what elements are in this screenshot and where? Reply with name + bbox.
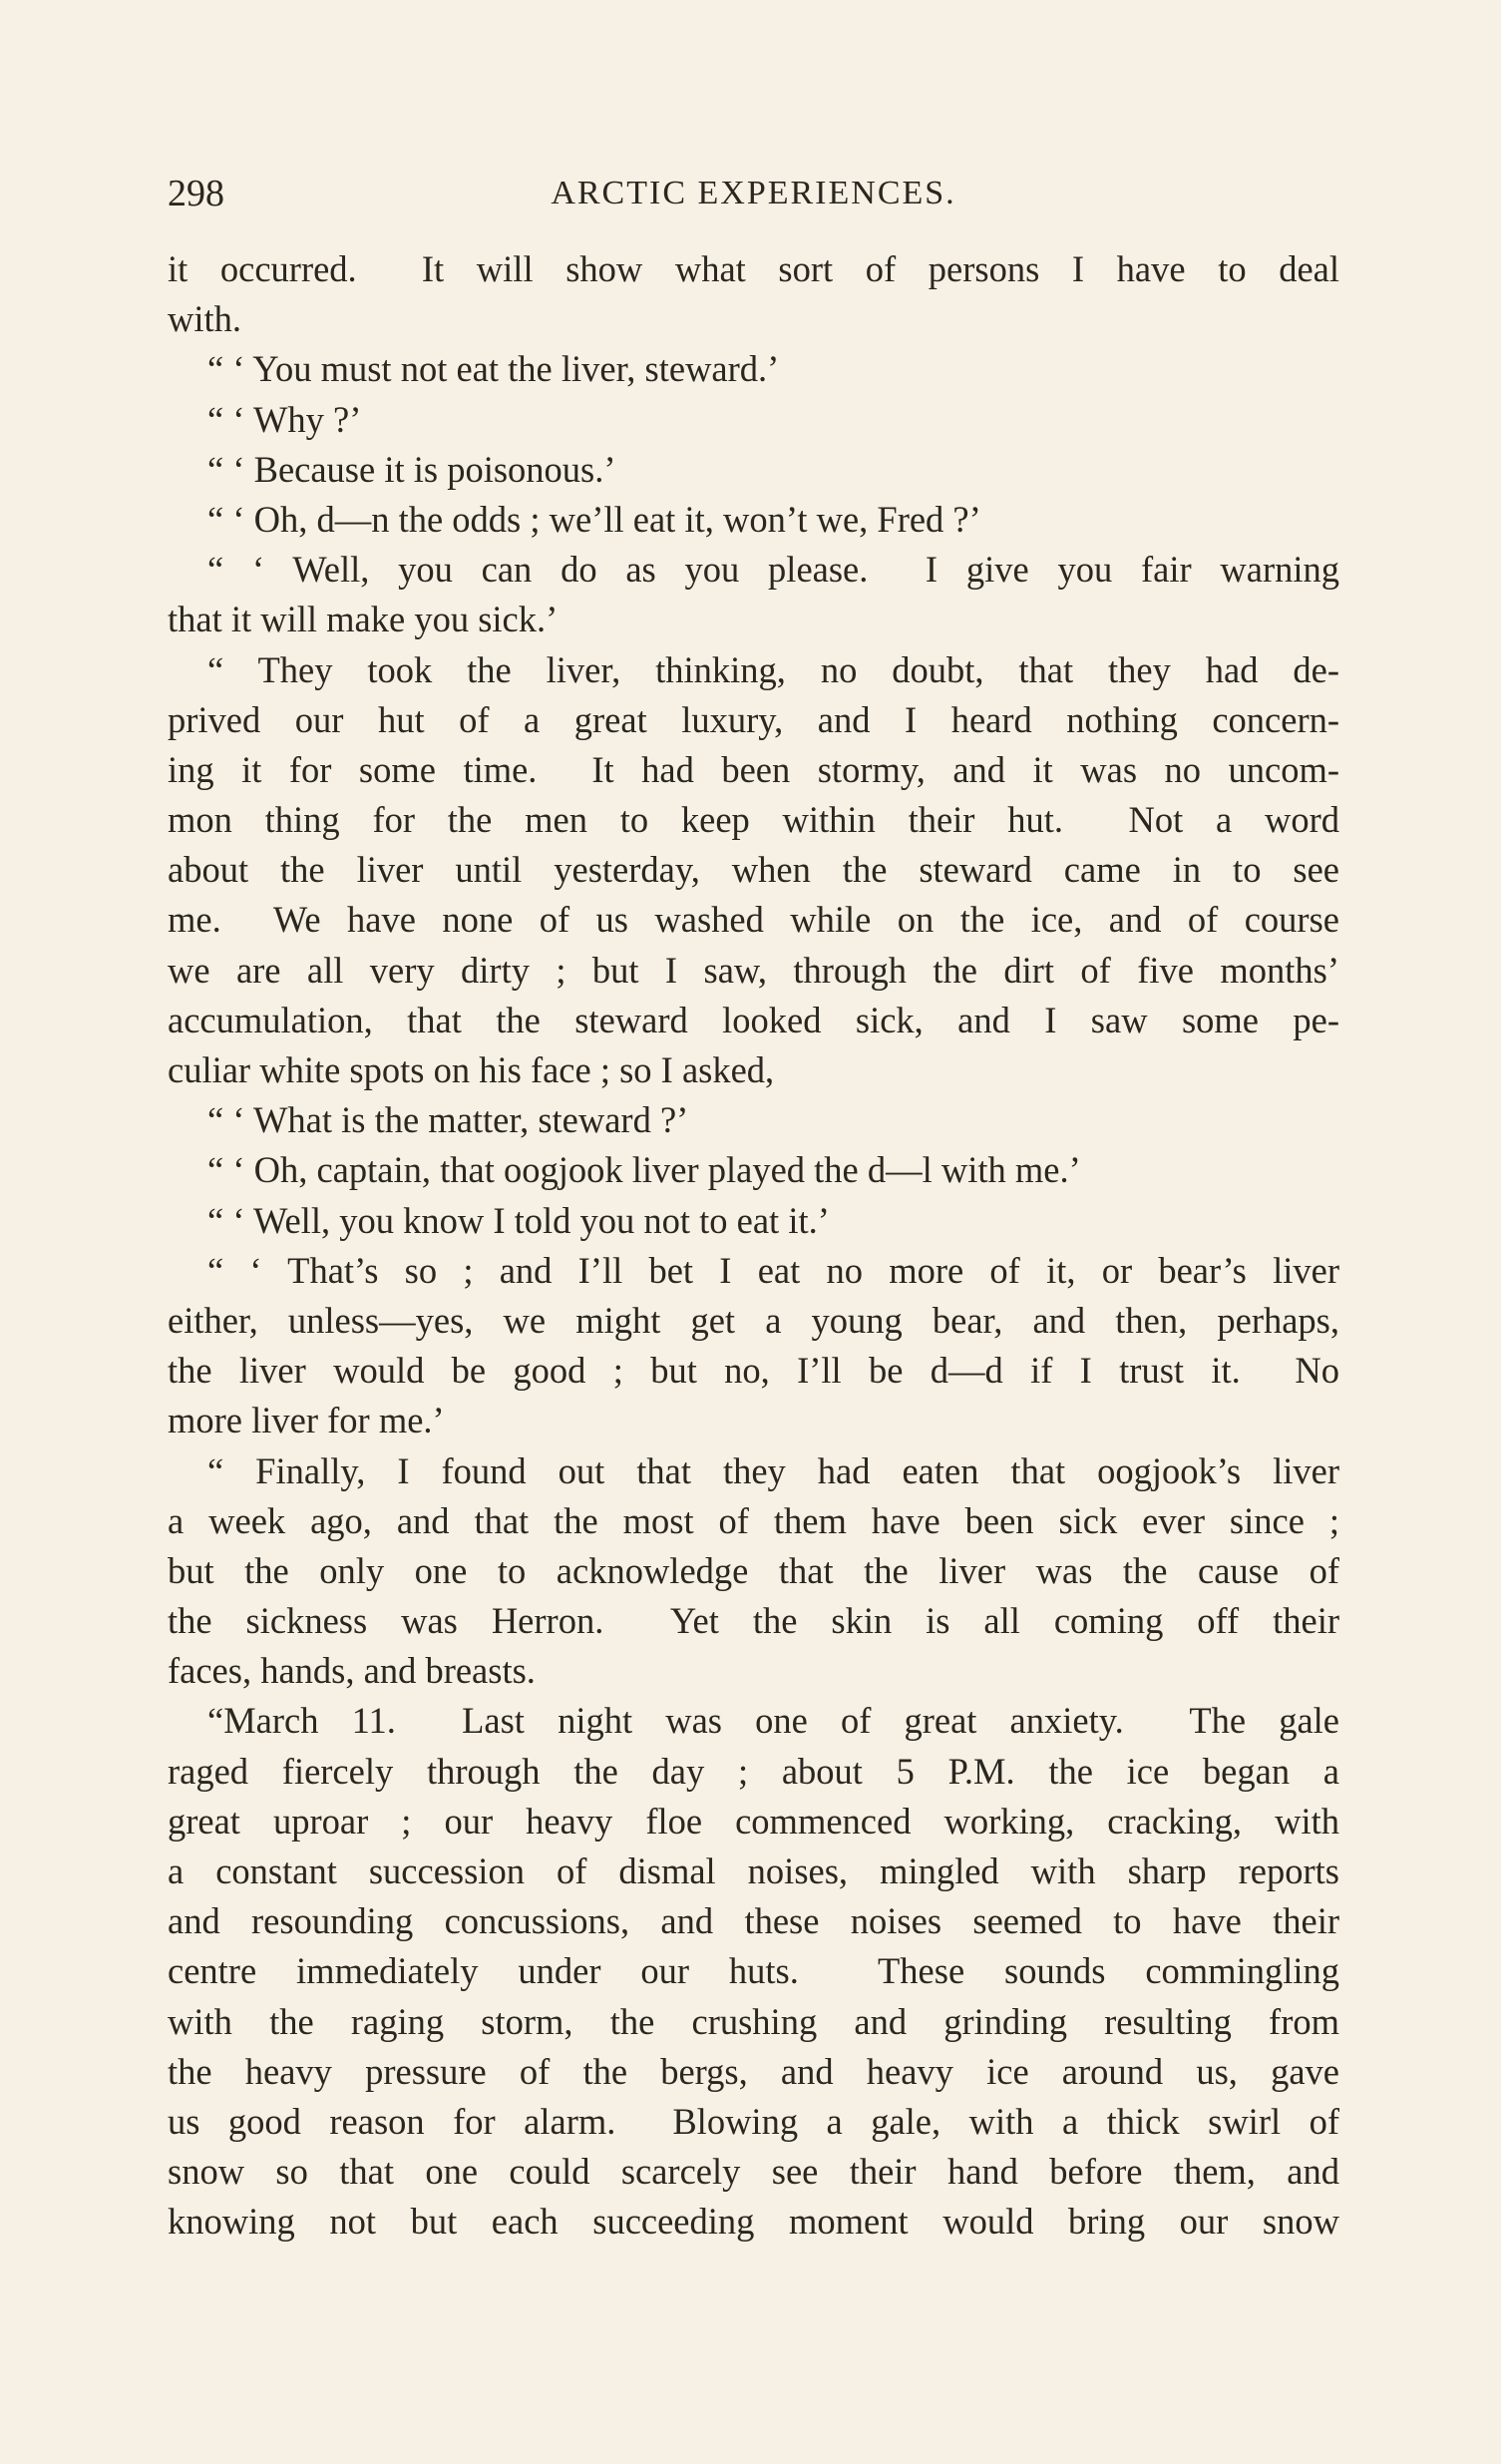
text-line: me. We have none of us washed while on the ice, and of course [168,899,1339,941]
text-line: and resounding concussions, and these noises seemed to have their [168,1900,1339,1942]
text-line: a week ago, and that the most of them have been sick ever since ; [168,1499,1339,1541]
text-line: but the only one to acknowledge that the liver was the cause of [168,1549,1339,1591]
text-line: “ Finally, I found out that they had eaten that oogjook’s liver [207,1449,1339,1491]
text-line: either, unless—yes, we might get a young bear, and then, perhaps, [168,1299,1339,1341]
text-line: we are all very dirty ; but I saw, through the dirt of five months’ [168,949,1339,991]
text-line: the liver would be good ; but no, I’ll be d—d if I trust it. No [168,1350,1339,1392]
running-head: ARCTIC EXPERIENCES. [551,175,956,211]
text-line: knowing not but each succeeding moment would bring our snow [168,2201,1339,2243]
text-line: accumulation, that the steward looked sick, and I saw some pe- [168,999,1339,1040]
text-line: faces, hands, and breasts. [168,1650,536,1692]
text-line: the sickness was Herron. Yet the skin is all coming off their [168,1600,1339,1642]
body-text [168,244,1339,2248]
text-line: us good reason for alarm. Blowing a gale, with a thick swirl of [168,2100,1339,2142]
text-line: “March 11. Last night was one of great anxiety. The gale [207,1700,1339,1742]
text-line: “ ‘ Oh, captain, that oogjook liver played the d—l with me.’ [207,1149,1081,1191]
text-line: it occurred. It will show what sort of persons I have to deal [168,248,1339,289]
text-line: culiar white spots on his face ; so I asked, [168,1049,775,1090]
text-line: ing it for some time. It had been stormy, and it was no uncom- [168,748,1339,790]
text-line: the heavy pressure of the bergs, and heavy ice around us, gave [168,2050,1339,2092]
text-line: “ ‘ Well, you know I told you not to eat it.’ [207,1199,830,1241]
text-line: “ ‘ You must not eat the liver, steward.’ [207,348,780,390]
text-line: “ ‘ Well, you can do as you please. I give you fair warning [207,549,1339,591]
text-line: “ ‘ That’s so ; and I’ll bet I eat no more of it, or bear’s liver [207,1249,1339,1291]
text-line: with the raging storm, the crushing and grinding resulting from [168,2000,1339,2042]
text-line: “ They took the liver, thinking, no doubt, that they had de- [207,648,1339,690]
text-line: a constant succession of dismal noises, mingled with sharp reports [168,1850,1339,1891]
text-line: mon thing for the men to keep within their hut. Not a word [168,799,1339,841]
text-line: “ ‘ Because it is poisonous.’ [207,448,616,490]
text-line: prived our hut of a great luxury, and I heard nothing concern- [168,698,1339,740]
text-line: more liver for me.’ [168,1400,445,1441]
text-line: that it will make you sick.’ [168,599,559,640]
text-line: “ ‘ Oh, d—n the odds ; we’ll eat it, won’t we, Fred ?’ [207,498,981,540]
text-line: snow so that one could scarcely see their hand before them, and [168,2151,1339,2193]
text-line: about the liver until yesterday, when the steward came in to see [168,849,1339,891]
page-number: 298 [168,173,224,214]
text-line: with. [168,298,242,340]
text-line: “ ‘ What is the matter, steward ?’ [207,1099,689,1141]
text-line: “ ‘ Why ?’ [207,398,362,440]
text-line: great uproar ; our heavy floe commenced working, cracking, with [168,1800,1339,1842]
text-line: centre immediately under our huts. These sounds commingling [168,1950,1339,1992]
text-line: raged fiercely through the day ; about 5 P.M. the ice began a [168,1750,1339,1792]
